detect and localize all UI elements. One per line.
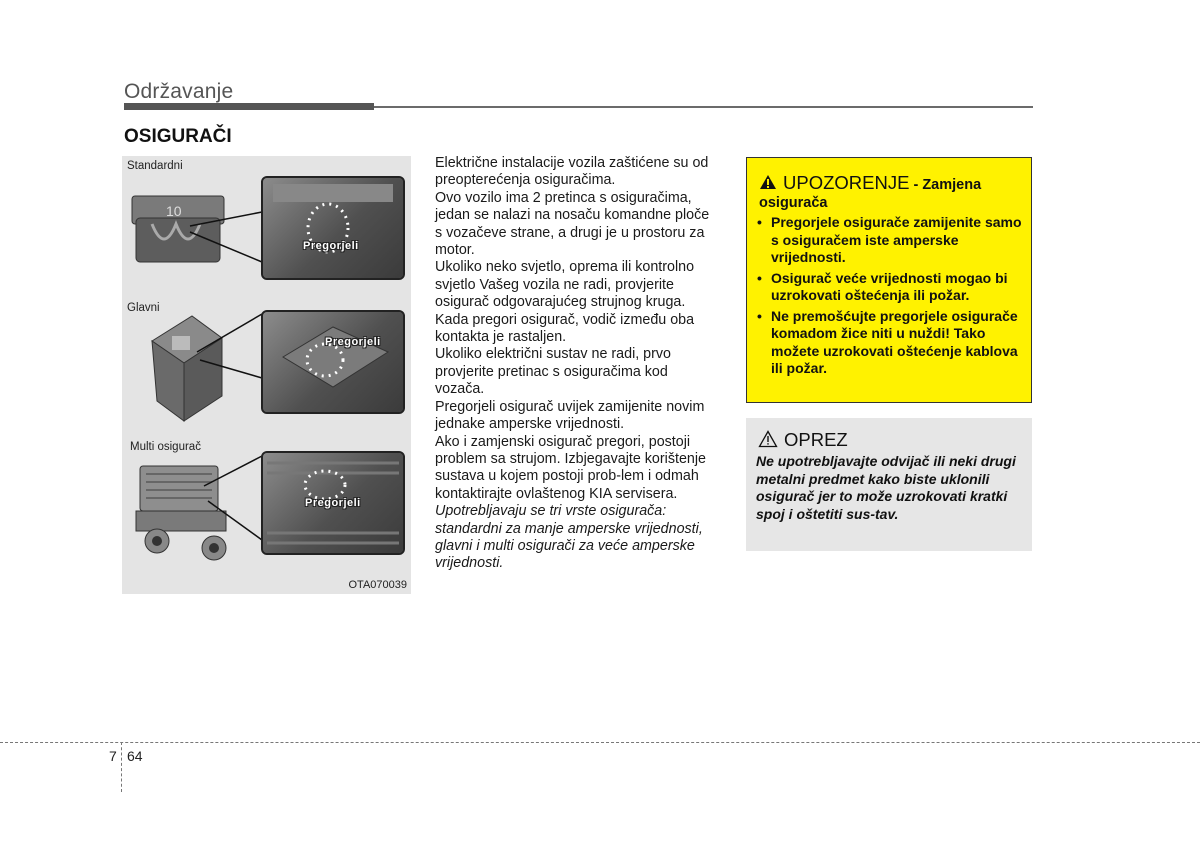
footer-rule: [0, 742, 1200, 743]
burnt-label-standard: Pregorjeli: [303, 240, 359, 252]
caution-title: OPREZ: [784, 429, 848, 450]
page-heading: OSIGURAČI: [124, 126, 232, 147]
body-text: [435, 155, 720, 573]
standard-fuse-closeup: [261, 176, 405, 280]
warning-item: • Pregorjele osigurače zamijenite samo s osiguračem iste amperske vrijednosti.: [755, 214, 1023, 267]
footer-divider: [121, 742, 122, 792]
warning-header: [759, 172, 1023, 212]
burnt-label-main: Pregorjeli: [325, 336, 381, 348]
warning-item: • Ne premošćujte pregorjele osigurače komadom žice niti u nuždi! Tako možete uzrokovati oštećenje kablova ili požar.: [755, 308, 1023, 378]
section-title: Održavanje: [124, 80, 234, 103]
fuse-figure: [122, 156, 411, 594]
main-fuse-image: [152, 316, 222, 421]
burnt-label-multi: Pregorjeli: [305, 497, 361, 509]
header-rule-accent: [124, 103, 374, 110]
body-paragraph: Ukoliko neko svjetlo, oprema ili kontrolno svjetlo Vašeg vozila ne radi, provjerite osigurač odgovarajućeg strujnog kruga. Kada pregori osigurač, vodič između oba kontakta je rastaljen.: [435, 259, 695, 346]
body-paragraph: Pregorjeli osigurač uvijek zamijenite novim jednake amperske vrijednosti.: [435, 398, 705, 433]
chapter-number: 7: [109, 748, 117, 764]
warning-box: [746, 157, 1032, 403]
warning-item: • Osigurač veće vrijednosti mogao bi uzrokovati oštećenja ili požar.: [755, 270, 1023, 305]
figure-label-main: Glavni: [127, 302, 160, 314]
figure-label-standard: Standardni: [127, 160, 183, 172]
body-paragraph: Električne instalacije vozila zaštićene su od preopterećenja osiguračima.: [435, 155, 709, 189]
page-number: 64: [127, 748, 143, 764]
caution-box: [746, 418, 1032, 551]
caution-triangle-icon: [758, 430, 778, 448]
body-paragraph: Ukoliko električni sustav ne radi, prvo provjerite pretinac s osiguračima kod vozača.: [435, 346, 671, 398]
warning-title: UPOZORENJE: [783, 172, 910, 193]
main-fuse-closeup: [261, 310, 405, 414]
warning-list: [755, 214, 1023, 381]
body-paragraph: Ako i zamjenski osigurač pregori, postoji problem sa strujom. Izbjegavajte korištenje sustava u kojem postoji prob-lem i odmah kontaktirajte ovlaštenog KIA servisera.: [435, 433, 706, 502]
fuse-rating-text: 10: [166, 203, 182, 219]
warning-triangle-icon: [759, 174, 777, 190]
body-paragraph: Ovo vozilo ima 2 pretinca s osiguračima, jedan se nalazi na nosaču komandne ploče s vozačeve strane, a drugi je u prostoru za motor.: [435, 189, 710, 259]
body-italic-paragraph: Upotrebljavaju se tri vrste osigurača: standardni za manje amperske vrijednosti, glavni i multi osigurači za veće amperske vrijednosti.: [435, 503, 703, 572]
figure-code: OTA070039: [348, 579, 407, 591]
figure-label-multi: Multi osigurač: [130, 441, 201, 453]
caution-text: Ne upotrebljavajte odvijač ili neki drugi metalni predmet kako biste uklonili osigurač jer to može uzrokovati kratki spoj i oštetiti sus-tav.: [756, 453, 1016, 522]
warning-subtitle: - Zamjena osigurača: [759, 177, 982, 211]
multi-fuse-image: [136, 466, 226, 560]
multi-fuse-closeup: [261, 451, 405, 555]
